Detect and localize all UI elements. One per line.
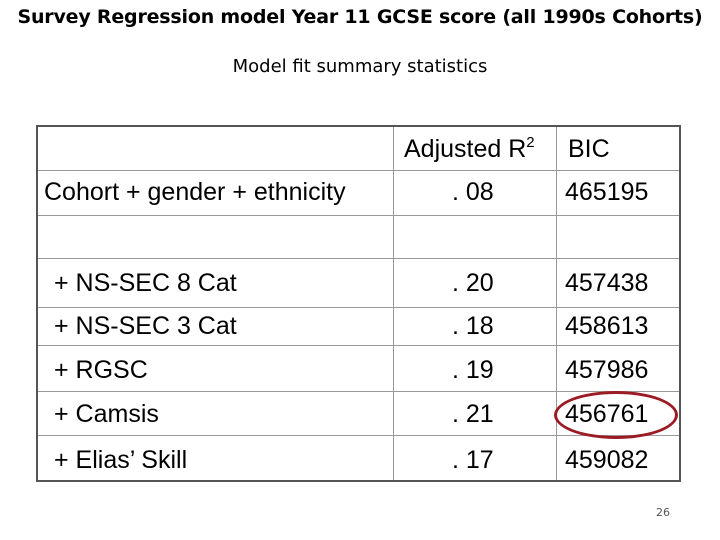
highlight-circle — [554, 391, 678, 439]
slide-title: Survey Regression model Year 11 GCSE score (all 1990s Cohorts) — [17, 6, 703, 28]
row-adj-r2: . 18 — [452, 312, 494, 340]
row-divider — [38, 258, 679, 259]
row-model: + RGSC — [54, 356, 148, 384]
header-adjusted-r2 — [404, 134, 535, 164]
row-model: + Elias’ Skill — [54, 446, 188, 474]
row-divider — [38, 170, 679, 171]
row-divider — [38, 307, 679, 308]
row-model: + Camsis — [54, 400, 159, 428]
page-number: 26 — [656, 506, 670, 519]
baseline-adj-r2: . 08 — [452, 178, 494, 206]
baseline-bic: 465195 — [565, 178, 649, 206]
column-divider — [556, 127, 557, 480]
row-adj-r2: . 21 — [452, 400, 494, 428]
header-adjusted-r2-sup: 2 — [526, 134, 535, 151]
row-adj-r2: . 17 — [452, 446, 494, 474]
header-adjusted-r2-base: Adjusted R — [404, 135, 527, 163]
baseline-model: Cohort + gender + ethnicity — [44, 178, 346, 206]
slide-subtitle: Model fit summary statistics — [232, 56, 488, 77]
row-divider — [38, 345, 679, 346]
row-model: + NS-SEC 8 Cat — [54, 269, 237, 297]
column-divider — [393, 127, 394, 480]
row-model: + NS-SEC 3 Cat — [54, 312, 237, 340]
row-bic: 458613 — [565, 312, 649, 340]
header-bic: BIC — [568, 135, 610, 163]
row-bic: 457986 — [565, 356, 649, 384]
row-adj-r2: . 20 — [452, 269, 494, 297]
row-bic: 457438 — [565, 269, 649, 297]
row-bic: 456761 — [565, 400, 649, 428]
row-adj-r2: . 19 — [452, 356, 494, 384]
row-divider — [38, 391, 679, 392]
row-divider — [38, 215, 679, 216]
row-bic: 459082 — [565, 446, 649, 474]
